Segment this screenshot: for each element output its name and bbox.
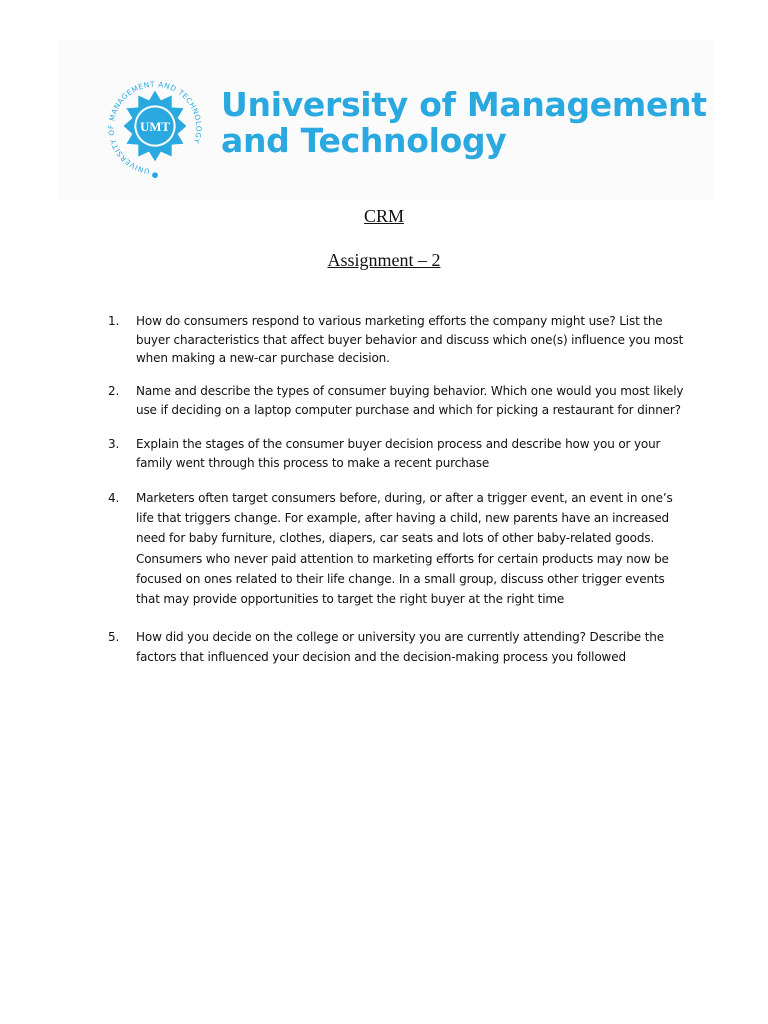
course-title: CRM bbox=[363, 206, 405, 226]
university-name-line1: University of Management bbox=[221, 85, 707, 124]
question-number: 2. bbox=[108, 384, 120, 398]
question-text: Name and describe the types of consumer buying behavior. Which one would you most likely use if deciding on a laptop computer purchase and which for picking a restaurant for dinner? bbox=[136, 384, 684, 417]
logo-acronym: UMT bbox=[140, 119, 170, 134]
university-logo bbox=[96, 70, 214, 182]
question-number: 3. bbox=[108, 437, 120, 451]
question-number: 1. bbox=[108, 314, 120, 328]
university-name bbox=[221, 87, 707, 159]
question-text: How do consumers respond to various marketing efforts the company might use? List the buyer characteristics that affect buyer behavior and discuss which one(s) influence you most when making a new-car purchase decision. bbox=[136, 314, 684, 365]
university-name-line2: and Technology bbox=[221, 121, 507, 160]
assignment-title: Assignment – 2 bbox=[327, 250, 441, 270]
question-number: 5. bbox=[108, 630, 120, 644]
question-text: Marketers often target consumers before, during, or after a trigger event, an event in one’s life that triggers change. For example, after having a child, new parents have an increased need for baby furniture, clothes, diapers, car seats and lots of other baby-related goods. Consumers who never paid attention to marketing efforts for certain products may now be focused on ones related to their life change. In a small group, discuss other trigger events that may provide opportunities to target the right buyer at the right time bbox=[136, 491, 673, 607]
question-text: How did you decide on the college or university you are currently attending? Describe the factors that influenced your decision and the decision-making process you followed bbox=[136, 630, 664, 664]
question-text: Explain the stages of the consumer buyer decision process and describe how you or your family went through this process to make a recent purchase bbox=[136, 437, 661, 470]
question-number: 4. bbox=[108, 491, 120, 505]
logo-ring-text: UNIVERSITY OF MANAGEMENT AND TECHNOLOGY bbox=[106, 79, 204, 176]
logo-dot bbox=[152, 172, 158, 178]
